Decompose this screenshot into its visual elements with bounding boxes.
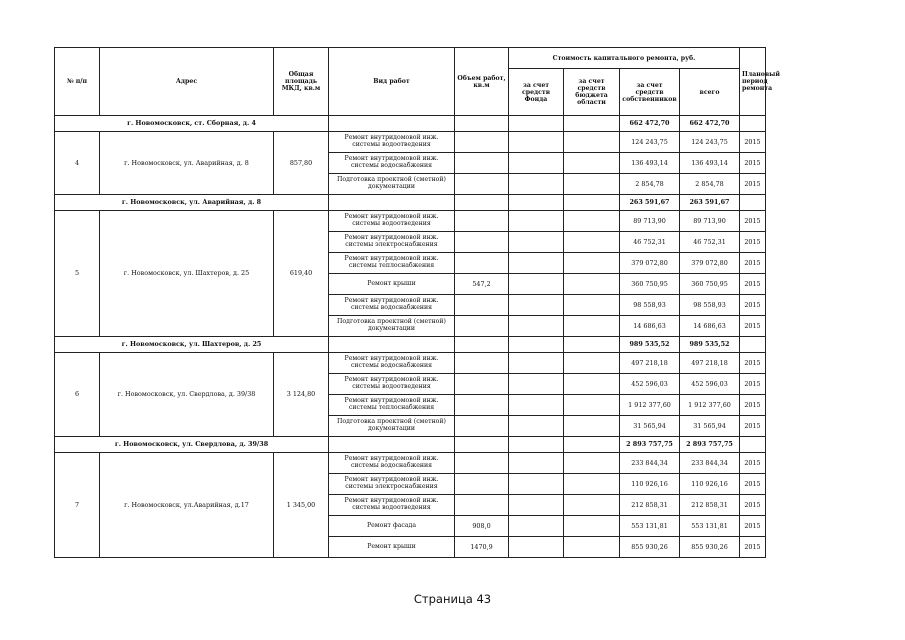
work-type-cell: Ремонт крыши [329, 274, 455, 295]
budget-cell [564, 453, 620, 474]
budget-cell [564, 537, 620, 558]
owners-cell: 98 558,93 [620, 295, 680, 316]
fund-cell [509, 153, 564, 174]
period-cell: 2015 [740, 516, 766, 537]
work-type-cell: Ремонт внутридомовой инж. системы водоснабжения [329, 353, 455, 374]
volume-cell [455, 416, 509, 437]
subtotal-label: г. Новомосковск, ул. Аварийная, д. 8 [55, 195, 329, 211]
owners-cell: 2 854,78 [620, 174, 680, 195]
subtotal-label: г. Новомосковск, ст. Сборная, д. 4 [55, 116, 329, 132]
work-type-cell: Подготовка проектной (сметной) документации [329, 174, 455, 195]
budget-cell [564, 211, 620, 232]
volume-cell [455, 132, 509, 153]
table-body [55, 116, 766, 558]
row-number: 4 [55, 132, 100, 195]
header-owners: за счет средств собственников [620, 69, 680, 116]
header-work-type: Вид работ [329, 48, 455, 116]
work-type-cell: Ремонт внутридомовой инж. системы водоотведения [329, 495, 455, 516]
total-cell: 110 926,16 [680, 474, 740, 495]
fund-cell [509, 416, 564, 437]
period-cell: 2015 [740, 537, 766, 558]
area-cell: 3 124,80 [274, 353, 329, 437]
subtotal-owners: 263 591,67 [620, 195, 680, 211]
area-cell: 857,80 [274, 132, 329, 195]
period-cell: 2015 [740, 153, 766, 174]
page-number: Страница 43 [413, 592, 492, 606]
total-cell: 497 218,18 [680, 353, 740, 374]
subtotal-owners: 2 893 757,75 [620, 437, 680, 453]
fund-cell [509, 495, 564, 516]
work-type-cell: Ремонт внутридомовой инж. системы водоснабжения [329, 453, 455, 474]
fund-cell [509, 211, 564, 232]
volume-cell [455, 211, 509, 232]
volume-cell: 1470,9 [455, 537, 509, 558]
volume-cell: 547,2 [455, 274, 509, 295]
work-type-cell: Ремонт внутридомовой инж. системы водоснабжения [329, 153, 455, 174]
fund-cell [509, 274, 564, 295]
area-cell: 619,40 [274, 211, 329, 337]
total-cell: 14 686,63 [680, 316, 740, 337]
row-number: 5 [55, 211, 100, 337]
subtotal-row [55, 195, 766, 211]
volume-cell [455, 453, 509, 474]
header-fund: за счет средств Фонда [509, 69, 564, 116]
work-type-cell: Подготовка проектной (сметной) документации [329, 316, 455, 337]
row-number: 7 [55, 453, 100, 558]
volume-cell [455, 232, 509, 253]
budget-cell [564, 353, 620, 374]
total-cell: 89 713,90 [680, 211, 740, 232]
subtotal-row [55, 437, 766, 453]
address-cell: г. Новомосковск, ул. Свердлова, д. 39/38 [100, 353, 274, 437]
subtotal-total: 2 893 757,75 [680, 437, 740, 453]
period-cell: 2015 [740, 353, 766, 374]
subtotal-row [55, 116, 766, 132]
area-cell: 1 345,00 [274, 453, 329, 558]
volume-cell [455, 316, 509, 337]
total-cell: 46 752,31 [680, 232, 740, 253]
fund-cell [509, 374, 564, 395]
budget-cell [564, 295, 620, 316]
work-type-cell: Ремонт внутридомовой инж. системы водоснабжения [329, 295, 455, 316]
volume-cell [455, 474, 509, 495]
owners-cell: 1 912 377,60 [620, 395, 680, 416]
work-type-cell: Ремонт внутридомовой инж. системы водоотведения [329, 211, 455, 232]
owners-cell: 124 243,75 [620, 132, 680, 153]
owners-cell: 14 686,63 [620, 316, 680, 337]
budget-cell [564, 232, 620, 253]
budget-cell [564, 416, 620, 437]
period-cell: 2015 [740, 211, 766, 232]
total-cell: 233 844,34 [680, 453, 740, 474]
period-cell: 2015 [740, 474, 766, 495]
fund-cell [509, 316, 564, 337]
work-type-cell: Ремонт внутридомовой инж. системы электроснабжения [329, 232, 455, 253]
budget-cell [564, 274, 620, 295]
total-cell: 2 854,78 [680, 174, 740, 195]
owners-cell: 553 131,81 [620, 516, 680, 537]
fund-cell [509, 253, 564, 274]
work-type-cell: Подготовка проектной (сметной) документации [329, 416, 455, 437]
table-header [55, 48, 780, 116]
header-total: всего [680, 69, 740, 116]
total-cell: 98 558,93 [680, 295, 740, 316]
row-number: 6 [55, 353, 100, 437]
owners-cell: 497 218,18 [620, 353, 680, 374]
period-cell: 2015 [740, 316, 766, 337]
period-cell: 2015 [740, 174, 766, 195]
work-type-cell: Ремонт крыши [329, 537, 455, 558]
work-type-cell: Ремонт внутридомовой инж. системы водоотведения [329, 132, 455, 153]
owners-cell: 360 750,95 [620, 274, 680, 295]
subtotal-total: 662 472,70 [680, 116, 740, 132]
budget-cell [564, 516, 620, 537]
budget-cell [564, 374, 620, 395]
total-cell: 124 243,75 [680, 132, 740, 153]
fund-cell [509, 353, 564, 374]
volume-cell [455, 295, 509, 316]
owners-cell: 110 926,16 [620, 474, 680, 495]
address-cell: г. Новомосковск, ул. Шахтеров, д. 25 [100, 211, 274, 337]
budget-cell [564, 474, 620, 495]
work-type-cell: Ремонт внутридомовой инж. системы теплоснабжения [329, 253, 455, 274]
owners-cell: 452 596,03 [620, 374, 680, 395]
owners-cell: 46 752,31 [620, 232, 680, 253]
fund-cell [509, 132, 564, 153]
fund-cell [509, 474, 564, 495]
period-cell: 2015 [740, 495, 766, 516]
table-row [55, 453, 766, 474]
owners-cell: 31 565,94 [620, 416, 680, 437]
budget-cell [564, 495, 620, 516]
owners-cell: 233 844,34 [620, 453, 680, 474]
header-period: Плановый период ремонта [740, 48, 766, 116]
header-budget: за счет средств бюджета области [564, 69, 620, 116]
subtotal-owners: 662 472,70 [620, 116, 680, 132]
volume-cell [455, 395, 509, 416]
work-type-cell: Ремонт фасада [329, 516, 455, 537]
fund-cell [509, 453, 564, 474]
period-cell: 2015 [740, 374, 766, 395]
volume-cell [455, 495, 509, 516]
owners-cell: 212 858,31 [620, 495, 680, 516]
address-cell: г. Новомосковск, ул.Аварийная, д.17 [100, 453, 274, 558]
budget-cell [564, 132, 620, 153]
work-type-cell: Ремонт внутридомовой инж. системы водоотведения [329, 374, 455, 395]
budget-cell [564, 395, 620, 416]
subtotal-row [55, 337, 766, 353]
subtotal-total: 989 535,52 [680, 337, 740, 353]
period-cell: 2015 [740, 253, 766, 274]
volume-cell [455, 374, 509, 395]
subtotal-owners: 989 535,52 [620, 337, 680, 353]
period-cell: 2015 [740, 395, 766, 416]
total-cell: 360 750,95 [680, 274, 740, 295]
budget-cell [564, 153, 620, 174]
header-volume: Объем работ, кв.м [455, 48, 509, 116]
header-cost-group: Стоимость капитального ремонта, руб. [509, 48, 740, 69]
fund-cell [509, 395, 564, 416]
header-num: № п/п [55, 48, 100, 116]
total-cell: 452 596,03 [680, 374, 740, 395]
owners-cell: 379 072,80 [620, 253, 680, 274]
volume-cell [455, 174, 509, 195]
fund-cell [509, 537, 564, 558]
address-cell: г. Новомосковск, ул. Аварийная, д. 8 [100, 132, 274, 195]
total-cell: 212 858,31 [680, 495, 740, 516]
table-row [55, 132, 766, 153]
period-cell: 2015 [740, 274, 766, 295]
total-cell: 136 493,14 [680, 153, 740, 174]
work-type-cell: Ремонт внутридомовой инж. системы электроснабжения [329, 474, 455, 495]
volume-cell [455, 253, 509, 274]
period-cell: 2015 [740, 416, 766, 437]
header-area: Общая площадь МКД, кв.м [274, 48, 329, 116]
table-row [55, 211, 766, 232]
subtotal-total: 263 591,67 [680, 195, 740, 211]
budget-cell [564, 253, 620, 274]
period-cell: 2015 [740, 453, 766, 474]
period-cell: 2015 [740, 295, 766, 316]
volume-cell [455, 153, 509, 174]
period-cell: 2015 [740, 232, 766, 253]
fund-cell [509, 295, 564, 316]
volume-cell [455, 353, 509, 374]
total-cell: 31 565,94 [680, 416, 740, 437]
budget-cell [564, 316, 620, 337]
period-cell: 2015 [740, 132, 766, 153]
table-row [55, 353, 766, 374]
owners-cell: 136 493,14 [620, 153, 680, 174]
header-address: Адрес [100, 48, 274, 116]
document-sheet [54, 47, 780, 558]
volume-cell: 908,0 [455, 516, 509, 537]
total-cell: 855 930,26 [680, 537, 740, 558]
owners-cell: 89 713,90 [620, 211, 680, 232]
work-type-cell: Ремонт внутридомовой инж. системы теплоснабжения [329, 395, 455, 416]
total-cell: 379 072,80 [680, 253, 740, 274]
fund-cell [509, 516, 564, 537]
subtotal-label: г. Новомосковск, ул. Шахтеров, д. 25 [55, 337, 329, 353]
total-cell: 553 131,81 [680, 516, 740, 537]
capital-repair-table [54, 47, 780, 558]
budget-cell [564, 174, 620, 195]
owners-cell: 855 930,26 [620, 537, 680, 558]
fund-cell [509, 232, 564, 253]
fund-cell [509, 174, 564, 195]
subtotal-label: г. Новомосковск, ул. Свердлова, д. 39/38 [55, 437, 329, 453]
total-cell: 1 912 377,60 [680, 395, 740, 416]
